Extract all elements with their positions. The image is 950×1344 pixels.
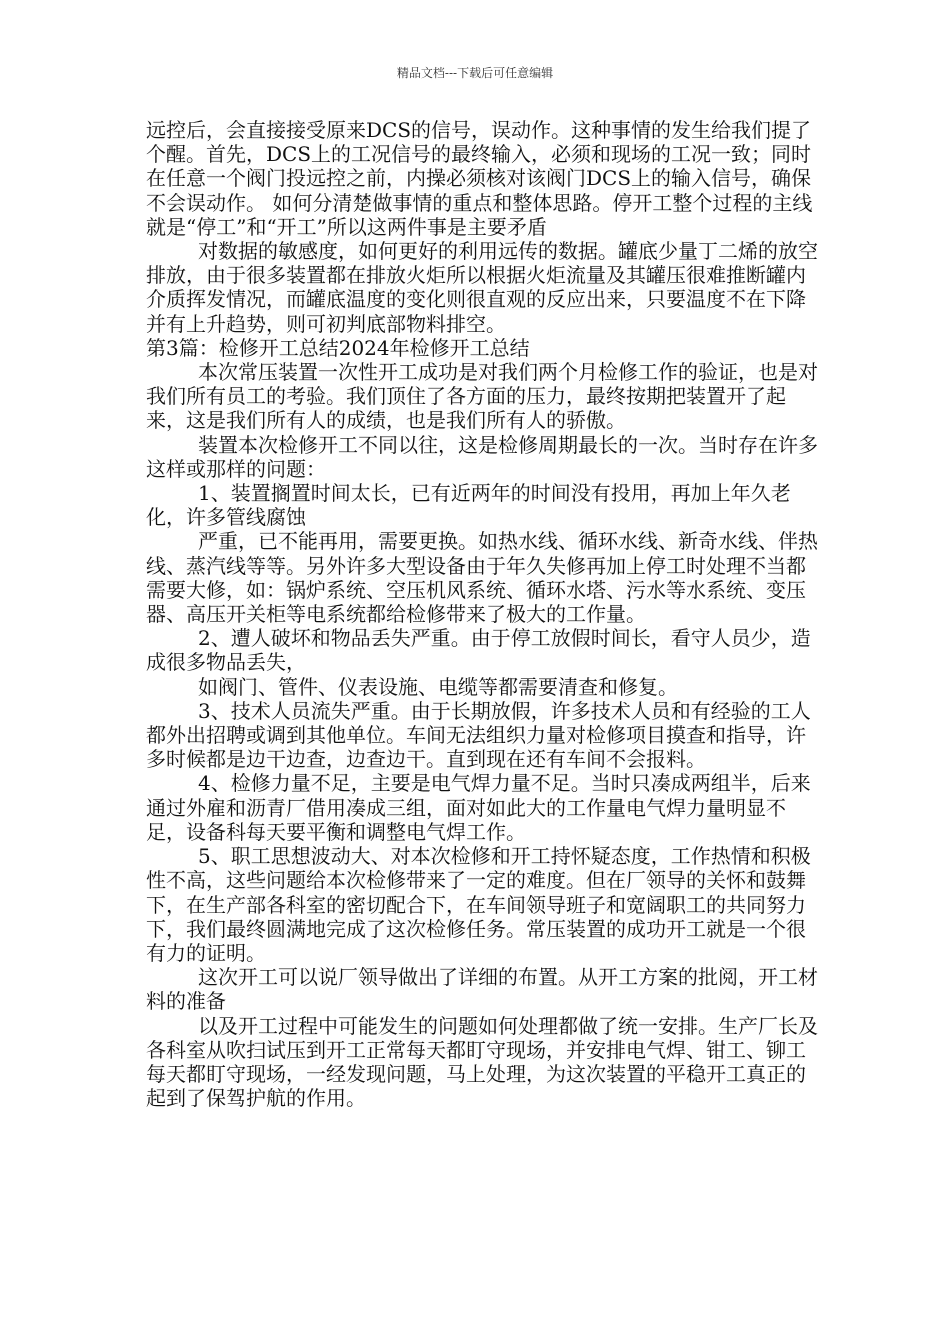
section-heading: 第3篇：检修开工总结2024年检修开工总结 [146,335,530,360]
paragraph-arrangement: 这次开工可以说厂领导做出了详细的布置。从开工方案的批阅，开工材料的准备 [146,965,818,1014]
list-item-4: 4、检修力量不足，主要是电气焊力量不足。当时只凑成两组半，后来通过外雇和沥青厂借用凑成三组，面对如此大的工作量电气焊力量明显不足，设备科每天要平衡和调整电气焊工作。 [146,771,811,844]
paragraph-intro: 本次常压装置一次性开工成功是对我们两个月检修工作的验证，也是对我们所有员工的考验。我们顶住了各方面的压力，最终按期把装置开了起来，这是我们所有人的成绩，也是我们所有人的骄傲。 [146,360,818,433]
paragraph-problems-intro: 装置本次检修开工不同以往，这是检修周期最长的一次。当时存在许多这样或那样的问题： [146,432,818,481]
paragraph-continuation: 远控后，会直接接受原来DCS的信号，误动作。这种事情的发生给我们提了个醒。首先，DCS上的工况信号的最终输入，必须和现场的工况一致；同时在任意一个阀门投远控之前，内操必须核对该阀门DCS上的输入信号，确保不会误动作。 如何分清楚做事情的重点和整体思路。停开工整个过程的主线就是“停工”和“开工”所以这两件事是主要矛盾 [146,118,813,239]
paragraph-arrangement-continued: 以及开工过程中可能发生的问题如何处理都做了统一安排。生产厂长及各科室从吹扫试压到开工正常每天都盯守现场，并安排电气焊、钳工、铆工每天都盯守现场，一经发现问题，马上处理，为这次装置的平稳开工真正的起到了保驾护航的作用。 [146,1013,818,1111]
list-item-1: 1、装置搁置时间太长，已有近两年的时间没有投用，再加上年久老化，许多管线腐蚀 [146,481,791,530]
page-header: 精品文档---下载后可任意编辑 [396,66,554,80]
document-body [146,118,822,1110]
list-item-2-continued: 如阀门、管件、仪表设施、电缆等都需要清查和修复。 [198,674,678,699]
paragraph-data-sensitivity: 对数据的敏感度，如何更好的利用远传的数据。罐底少量丁二烯的放空排放，由于很多装置都在排放火炬所以根据火炬流量及其罐压很难推断罐内介质挥发情况，而罐底温度的变化则很直观的反应出来，只要温度不在下降并有上升趋势，则可初判底部物料排空。 [146,239,818,336]
list-item-5: 5、职工思想波动大、对本次检修和开工持怀疑态度，工作热情和积极性不高，这些问题给本次检修带来了一定的难度。但在厂领导的关怀和鼓舞下，在生产部各科室的密切配合下，在车间领导班子和宽阔职工的共同努力下，我们最终圆满地完成了这次检修任务。常压装置的成功开工就是一个很有力的证明。 [146,844,811,965]
list-item-3: 3、技术人员流失严重。由于长期放假，许多技术人员和有经验的工人都外出招聘或调到其他单位。车间无法组织力量对检修项目摸查和指导，许多时候都是边干边查，边查边干。直到现在还有车间不会报料。 [146,698,811,772]
list-item-2: 2、遭人破坏和物品丢失严重。由于停工放假时间长，看守人员少，造成很多物品丢失， [146,626,811,675]
list-item-1-continued: 严重，已不能再用，需要更换。如热水线、循环水线、新奇水线、伴热线、蒸汽线等等。另外许多大型设备由于年久失修再加上停工时处理不当都需要大修，如：锅炉系统、空压机风系统、循环水塔、污水等水系统、变压器、高压开关柜等电系统都给检修带来了极大的工作量。 [146,529,818,627]
